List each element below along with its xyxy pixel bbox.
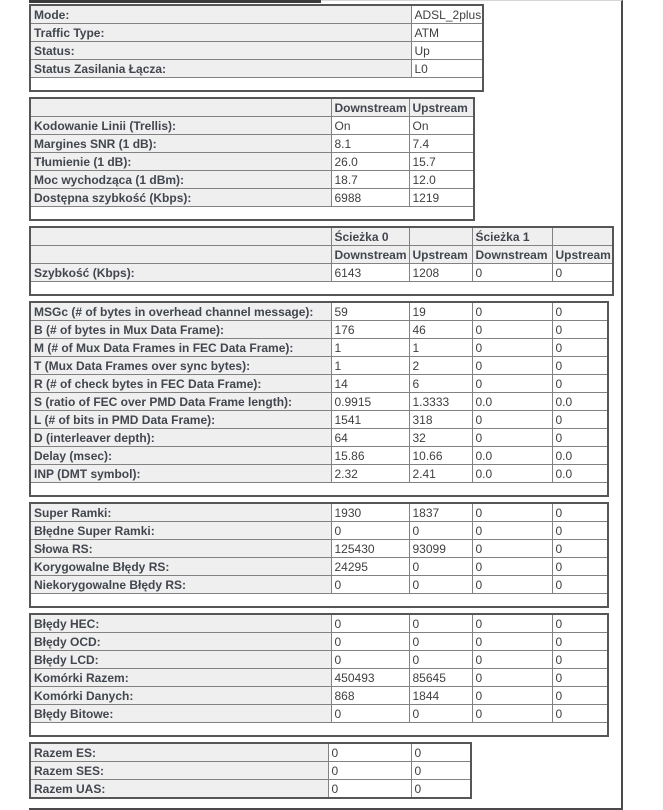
header-row bbox=[30, 98, 474, 117]
row-label-cell: Korygowalne Błędy RS: bbox=[30, 558, 331, 576]
value-cell: 1 bbox=[331, 339, 409, 357]
row-label-cell: Błędy HEC: bbox=[30, 614, 331, 633]
value-cell: 2.41 bbox=[409, 465, 472, 483]
value-cell: 93099 bbox=[409, 540, 472, 558]
stat-row bbox=[30, 651, 608, 669]
stat-row bbox=[30, 357, 608, 375]
stat-row bbox=[30, 339, 608, 357]
stat-row bbox=[30, 5, 483, 24]
stat-row bbox=[30, 465, 608, 483]
row-label-cell: Kodowanie Linii (Trellis): bbox=[30, 117, 331, 135]
value-cell: 0 bbox=[552, 614, 608, 633]
stat-row bbox=[30, 743, 471, 762]
row-label-cell: M (# of Mux Data Frames in FEC Data Frame): bbox=[30, 339, 331, 357]
row-label-cell: Mode: bbox=[30, 5, 411, 24]
row-label-cell: L (# of bits in PMD Data Frame): bbox=[30, 411, 331, 429]
row-label-cell: Delay (msec): bbox=[30, 447, 331, 465]
row-label-cell: R (# of check bytes in FEC Data Frame): bbox=[30, 375, 331, 393]
value-cell: 0 bbox=[409, 576, 472, 594]
value-cell: 0 bbox=[472, 705, 552, 723]
content-area bbox=[29, 0, 623, 810]
value-cell: 1930 bbox=[331, 503, 409, 522]
value-cell: 0 bbox=[472, 429, 552, 447]
spacer-cell bbox=[30, 207, 474, 221]
stat-row bbox=[30, 24, 483, 42]
cell-error-counters-table bbox=[29, 613, 609, 737]
row-label-cell: D (interleaver depth): bbox=[30, 429, 331, 447]
value-cell: 1219 bbox=[409, 189, 474, 207]
stat-row bbox=[30, 375, 608, 393]
stat-row bbox=[30, 393, 608, 411]
spacer-row bbox=[30, 723, 608, 737]
spacer-row bbox=[30, 282, 613, 296]
value-cell: 0 bbox=[409, 705, 472, 723]
stat-row bbox=[30, 503, 608, 522]
value-cell: 1844 bbox=[409, 687, 472, 705]
value-cell: 0 bbox=[472, 669, 552, 687]
value-cell: 26.0 bbox=[331, 153, 409, 171]
value-cell: L0 bbox=[411, 60, 483, 78]
stat-row bbox=[30, 576, 608, 594]
row-label-cell: S (ratio of FEC over PMD Data Frame length): bbox=[30, 393, 331, 411]
column-header-cell: Upstream bbox=[409, 246, 472, 264]
value-cell: On bbox=[331, 117, 409, 135]
value-cell: 0 bbox=[552, 357, 608, 375]
column-header-cell: Downstream bbox=[472, 246, 552, 264]
value-cell: 64 bbox=[331, 429, 409, 447]
value-cell: 1 bbox=[331, 357, 409, 375]
row-label-cell: INP (DMT symbol): bbox=[30, 465, 331, 483]
value-cell: 0 bbox=[472, 540, 552, 558]
row-label-cell: Razem UAS: bbox=[30, 780, 328, 799]
value-cell: 0 bbox=[331, 633, 409, 651]
value-cell: 2.32 bbox=[331, 465, 409, 483]
stat-row bbox=[30, 780, 471, 799]
value-cell: 0 bbox=[409, 651, 472, 669]
value-cell: 0 bbox=[552, 503, 608, 522]
value-cell: 0 bbox=[472, 522, 552, 540]
value-cell: 6988 bbox=[331, 189, 409, 207]
value-cell: 24295 bbox=[331, 558, 409, 576]
column-header-cell bbox=[552, 227, 613, 246]
value-cell: 1.3333 bbox=[409, 393, 472, 411]
value-cell: 0 bbox=[472, 321, 552, 339]
value-cell: 7.4 bbox=[409, 135, 474, 153]
value-cell: 18.7 bbox=[331, 171, 409, 189]
value-cell: 0 bbox=[472, 503, 552, 522]
value-cell: 1837 bbox=[409, 503, 472, 522]
spacer-cell bbox=[30, 723, 608, 737]
value-cell: 10.66 bbox=[409, 447, 472, 465]
value-cell: 0 bbox=[472, 687, 552, 705]
value-cell: 176 bbox=[331, 321, 409, 339]
stat-row bbox=[30, 429, 608, 447]
value-cell: 59 bbox=[331, 302, 409, 321]
path-rate-table bbox=[29, 226, 614, 296]
spacer-row bbox=[30, 483, 608, 497]
value-cell: 0 bbox=[331, 522, 409, 540]
value-cell: 1541 bbox=[331, 411, 409, 429]
value-cell: 85645 bbox=[409, 669, 472, 687]
column-header-cell: Ścieżka 1 bbox=[472, 227, 552, 246]
value-cell: 0 bbox=[552, 576, 608, 594]
stat-row bbox=[30, 135, 474, 153]
value-cell: 0 bbox=[472, 411, 552, 429]
value-cell: 0 bbox=[552, 558, 608, 576]
spacer-row bbox=[30, 594, 608, 608]
value-cell: 14 bbox=[331, 375, 409, 393]
value-cell: 0.0 bbox=[552, 447, 608, 465]
value-cell: 0 bbox=[552, 522, 608, 540]
stat-row bbox=[30, 171, 474, 189]
value-cell: 868 bbox=[331, 687, 409, 705]
value-cell: 125430 bbox=[331, 540, 409, 558]
row-label-cell: Status: bbox=[30, 42, 411, 60]
column-header-cell: Ścieżka 0 bbox=[331, 227, 409, 246]
value-cell: ADSL_2plus bbox=[411, 5, 483, 24]
value-cell: 0 bbox=[328, 743, 411, 762]
value-cell: ATM bbox=[411, 24, 483, 42]
spacer-cell bbox=[30, 282, 613, 296]
row-label-cell: Razem ES: bbox=[30, 743, 328, 762]
row-label-cell: Niekorygowalne Błędy RS: bbox=[30, 576, 331, 594]
value-cell: 0 bbox=[552, 302, 608, 321]
value-cell: 15.86 bbox=[331, 447, 409, 465]
column-header-cell bbox=[30, 98, 331, 117]
value-cell: 0 bbox=[552, 687, 608, 705]
stat-row bbox=[30, 522, 608, 540]
row-label-cell: Komórki Danych: bbox=[30, 687, 331, 705]
value-cell: 0 bbox=[411, 780, 471, 799]
value-cell: 0 bbox=[552, 375, 608, 393]
value-cell: 0 bbox=[472, 375, 552, 393]
column-header-cell bbox=[409, 227, 472, 246]
column-header-cell: Upstream bbox=[552, 246, 613, 264]
value-cell: 0 bbox=[331, 614, 409, 633]
row-label-cell: Traffic Type: bbox=[30, 24, 411, 42]
value-cell: 0 bbox=[472, 357, 552, 375]
value-cell: Up bbox=[411, 42, 483, 60]
stat-row bbox=[30, 633, 608, 651]
column-header-cell bbox=[30, 246, 331, 264]
row-label-cell: Margines SNR (1 dB): bbox=[30, 135, 331, 153]
stat-row bbox=[30, 117, 474, 135]
row-label-cell: Słowa RS: bbox=[30, 540, 331, 558]
stat-row bbox=[30, 762, 471, 780]
value-cell: 0 bbox=[552, 429, 608, 447]
spacer-row bbox=[30, 78, 483, 92]
line-params-table bbox=[29, 97, 475, 221]
value-cell: 1 bbox=[409, 339, 472, 357]
stat-row bbox=[30, 264, 613, 282]
value-cell: 0 bbox=[472, 558, 552, 576]
value-cell: On bbox=[409, 117, 474, 135]
value-cell: 46 bbox=[409, 321, 472, 339]
value-cell: 0 bbox=[552, 540, 608, 558]
header-row bbox=[30, 227, 613, 246]
row-label-cell: Szybkość (Kbps): bbox=[30, 264, 331, 282]
stat-row bbox=[30, 447, 608, 465]
value-cell: 32 bbox=[409, 429, 472, 447]
row-label-cell: Tłumienie (1 dB): bbox=[30, 153, 331, 171]
spacer-cell bbox=[30, 594, 608, 608]
value-cell: 0.9915 bbox=[331, 393, 409, 411]
value-cell: 0.0 bbox=[472, 465, 552, 483]
value-cell: 6143 bbox=[331, 264, 409, 282]
spacer-cell bbox=[30, 78, 483, 92]
row-label-cell: MSGc (# of bytes in overhead channel message): bbox=[30, 302, 331, 321]
value-cell: 0 bbox=[472, 302, 552, 321]
value-cell: 0 bbox=[331, 576, 409, 594]
stat-row bbox=[30, 60, 483, 78]
value-cell: 15.7 bbox=[409, 153, 474, 171]
top-partial-rule bbox=[29, 0, 321, 3]
row-label-cell: Błędy Bitowe: bbox=[30, 705, 331, 723]
value-cell: 0 bbox=[472, 339, 552, 357]
value-cell: 0 bbox=[472, 264, 552, 282]
row-label-cell: T (Mux Data Frames over sync bytes): bbox=[30, 357, 331, 375]
value-cell: 0.0 bbox=[472, 393, 552, 411]
row-label-cell: Dostępna szybkość (Kbps): bbox=[30, 189, 331, 207]
stat-row bbox=[30, 321, 608, 339]
value-cell: 0 bbox=[552, 339, 608, 357]
value-cell: 12.0 bbox=[409, 171, 474, 189]
value-cell: 0 bbox=[331, 705, 409, 723]
stat-row bbox=[30, 411, 608, 429]
value-cell: 6 bbox=[409, 375, 472, 393]
superframe-counters-table bbox=[29, 502, 609, 608]
row-label-cell: Super Ramki: bbox=[30, 503, 331, 522]
value-cell: 0 bbox=[411, 743, 471, 762]
value-cell: 0 bbox=[472, 614, 552, 633]
value-cell: 0 bbox=[552, 633, 608, 651]
stat-row bbox=[30, 558, 608, 576]
value-cell: 318 bbox=[409, 411, 472, 429]
value-cell: 0.0 bbox=[552, 393, 608, 411]
spacer-row bbox=[30, 207, 474, 221]
column-header-cell: Downstream bbox=[331, 98, 409, 117]
header-row bbox=[30, 246, 613, 264]
value-cell: 450493 bbox=[331, 669, 409, 687]
stat-row bbox=[30, 669, 608, 687]
stat-row bbox=[30, 540, 608, 558]
value-cell: 0 bbox=[552, 705, 608, 723]
value-cell: 2 bbox=[409, 357, 472, 375]
value-cell: 0 bbox=[552, 669, 608, 687]
row-label-cell: B (# of bytes in Mux Data Frame): bbox=[30, 321, 331, 339]
row-label-cell: Status Zasilania Łącza: bbox=[30, 60, 411, 78]
value-cell: 8.1 bbox=[331, 135, 409, 153]
value-cell: 0 bbox=[552, 411, 608, 429]
column-header-cell: Downstream bbox=[331, 246, 409, 264]
value-cell: 0 bbox=[411, 762, 471, 780]
link-summary-table bbox=[29, 4, 484, 92]
value-cell: 0 bbox=[409, 558, 472, 576]
value-cell: 0.0 bbox=[472, 447, 552, 465]
column-header-cell: Upstream bbox=[409, 98, 474, 117]
value-cell: 0 bbox=[409, 614, 472, 633]
row-label-cell: Błędy LCD: bbox=[30, 651, 331, 669]
value-cell: 1208 bbox=[409, 264, 472, 282]
stat-row bbox=[30, 302, 608, 321]
value-cell: 0 bbox=[472, 651, 552, 669]
value-cell: 0 bbox=[328, 762, 411, 780]
row-label-cell: Błędy OCD: bbox=[30, 633, 331, 651]
row-label-cell: Błędne Super Ramki: bbox=[30, 522, 331, 540]
stat-row bbox=[30, 614, 608, 633]
stat-row bbox=[30, 687, 608, 705]
stat-row bbox=[30, 705, 608, 723]
value-cell: 19 bbox=[409, 302, 472, 321]
value-cell: 0 bbox=[552, 264, 613, 282]
value-cell: 0 bbox=[552, 651, 608, 669]
value-cell: 0 bbox=[552, 321, 608, 339]
framing-params-table bbox=[29, 301, 609, 497]
row-label-cell: Razem SES: bbox=[30, 762, 328, 780]
row-label-cell: Komórki Razem: bbox=[30, 669, 331, 687]
value-cell: 0 bbox=[331, 651, 409, 669]
value-cell: 0.0 bbox=[552, 465, 608, 483]
value-cell: 0 bbox=[472, 576, 552, 594]
value-cell: 0 bbox=[409, 522, 472, 540]
stat-row bbox=[30, 153, 474, 171]
spacer-cell bbox=[30, 483, 608, 497]
value-cell: 0 bbox=[409, 633, 472, 651]
stat-row bbox=[30, 189, 474, 207]
stat-row bbox=[30, 42, 483, 60]
totals-table bbox=[29, 742, 472, 799]
column-header-cell bbox=[30, 227, 331, 246]
row-label-cell: Moc wychodząca (1 dBm): bbox=[30, 171, 331, 189]
value-cell: 0 bbox=[472, 633, 552, 651]
value-cell: 0 bbox=[328, 780, 411, 799]
